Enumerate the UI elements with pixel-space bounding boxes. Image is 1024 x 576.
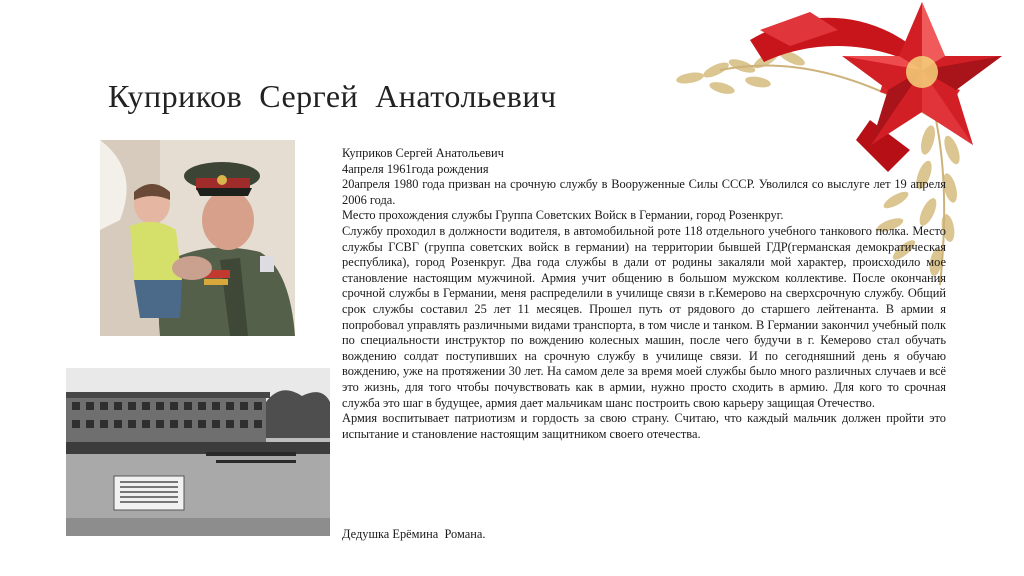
bio-birth-line: 4апреля 1961года рождения: [342, 161, 489, 176]
signature: Дедушка Ерёмина Романа.: [342, 527, 486, 541]
bio-conclusion: Армия воспитывает патриотизм и гордость за свою страну. Считаю, что каждый мальчик должен пройти это испытание и становление настоящим защитником своего отечества.: [342, 411, 946, 441]
bio-name-line: Куприков Сергей Анатольевич: [342, 146, 504, 160]
bio-service-place: Место прохождения службы Группа Советских Войск в Германии, город Розенкруг.: [342, 208, 784, 223]
portrait-photo: [100, 140, 295, 336]
bio-story: Службу проходил в должности водителя, в автомобильной роте 118 отдельного учебного танкового полка. Место службы ГСВГ (группа советских войск в германии) на территории бывшей ГДР(германская демократическая республика), город Розенкруг. Два года службы в дали от родины закаляли мой характер, происходило мое становление настоящим мужчиной. Армия учит общению в большом мужском коллективе. После окончания срочной службы в Германии, меня распределили в училище связи в г.Кемерово на сверхсрочную службу. Общий срок службы составил 25 лет 11 месяцев. Прошел путь от рядового до старшего лейтенанта. В армии я попробовал управлять различными видами транспорта, в том числе и танком. В Германии закончил учебный полк по специальности инструктор по вождению колесных машин, после чего будучи в г. Кемерово стал обучать вождению солдат поступивших на срочную службу в училище связи. И по сегодняшний день я обучаю вождению, уже на протяжении 30 лет. На самом деле за время моей службы было много различных случаев и всё это жизнь, для того чтобы почувствовать как в армии, нужно просто сходить в армию. Для кого то срочная служба это шаг в будущее, армия дает мальчикам шанс построить свою карьеру защищая Отечество.: [342, 223, 946, 410]
barracks-photo: [66, 368, 330, 536]
bio-service-dates: 20апреля 1980 года призван на срочную службу в Вооруженные Силы СССР. Уволился со выслуге лет 19 апреля 2006 года.: [342, 177, 946, 207]
biography-text: [342, 146, 946, 442]
page-title: Куприков Сергей Анатольевич: [108, 78, 557, 114]
